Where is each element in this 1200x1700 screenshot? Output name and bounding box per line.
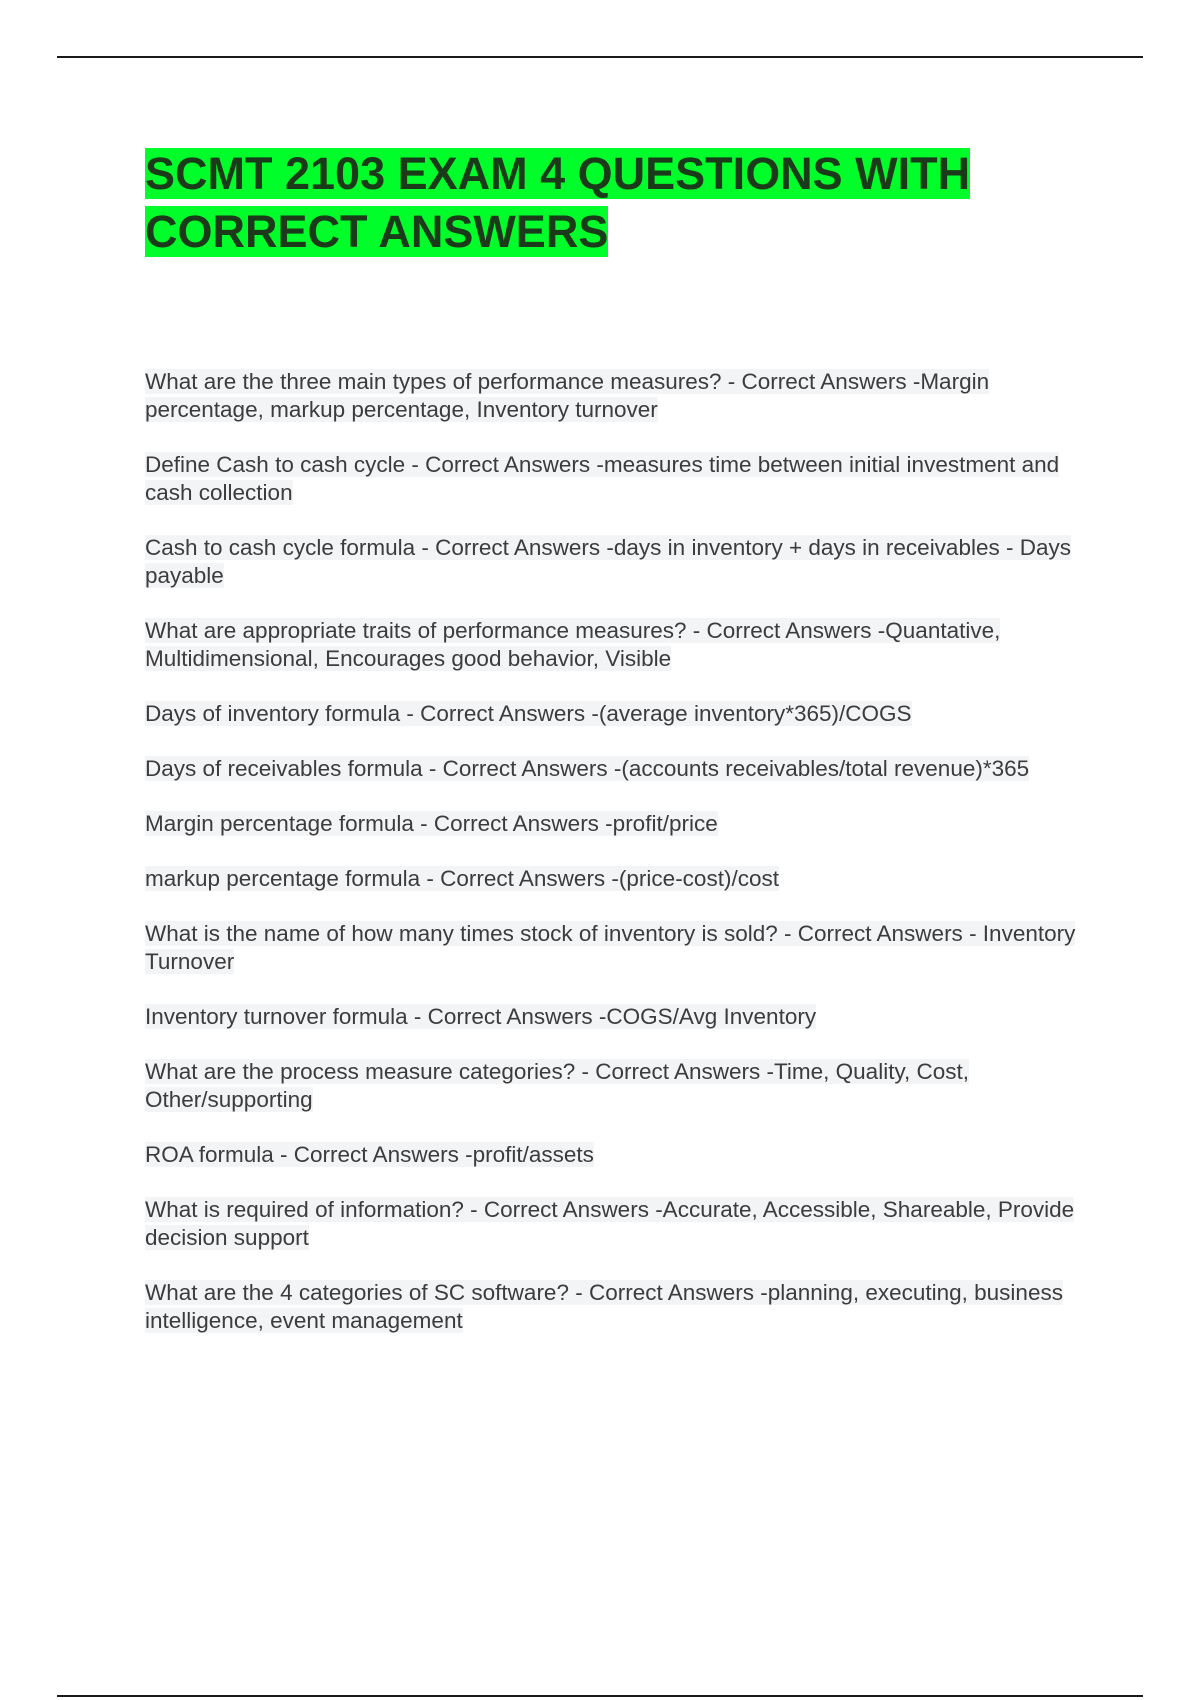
qa-item (145, 1279, 1085, 1335)
qa-item-text: Inventory turnover formula - Correct Answers -COGS/Avg Inventory (145, 1004, 817, 1029)
bottom-rule (57, 1695, 1143, 1697)
qa-item (145, 1003, 1085, 1031)
qa-item (145, 755, 1085, 783)
qa-item-text: Margin percentage formula - Correct Answers -profit/price (145, 811, 718, 836)
qa-item (145, 534, 1085, 590)
qa-item (145, 920, 1085, 976)
qa-item-text: What is required of information? - Correct Answers -Accurate, Accessible, Shareable, Provide decision support (145, 1197, 1075, 1250)
qa-item (145, 810, 1085, 838)
qa-list (145, 368, 1085, 1335)
qa-item-text: Days of receivables formula - Correct Answers -(accounts receivables/total revenue)*365 (145, 756, 1030, 781)
qa-item (145, 700, 1085, 728)
qa-item (145, 1196, 1085, 1252)
qa-item (145, 451, 1085, 507)
qa-item-text: What are appropriate traits of performance measures? - Correct Answers -Quantative, Multidimensional, Encourages good behavior, Visible (145, 618, 1001, 671)
qa-item-text: Define Cash to cash cycle - Correct Answers -measures time between initial investment and cash collection (145, 452, 1060, 505)
qa-item-text: What are the 4 categories of SC software? - Correct Answers -planning, executing, business intelligence, event management (145, 1280, 1063, 1333)
qa-item (145, 368, 1085, 424)
qa-item-text: What is the name of how many times stock of inventory is sold? - Correct Answers - Inventory Turnover (145, 921, 1076, 974)
qa-item-text: Days of inventory formula - Correct Answers -(average inventory*365)/COGS (145, 701, 912, 726)
qa-item-text: What are the process measure categories? - Correct Answers -Time, Quality, Cost, Other/supporting (145, 1059, 970, 1112)
document-title-text: SCMT 2103 EXAM 4 QUESTIONS WITH CORRECT ANSWERS (145, 148, 971, 257)
qa-item (145, 865, 1085, 893)
qa-item (145, 617, 1085, 673)
qa-item-text: Cash to cash cycle formula - Correct Answers -days in inventory + days in receivables - Days payable (145, 535, 1071, 588)
qa-item-text: ROA formula - Correct Answers -profit/assets (145, 1142, 594, 1167)
qa-item-text: markup percentage formula - Correct Answers -(price-cost)/cost (145, 866, 779, 891)
top-rule (57, 56, 1143, 58)
qa-item (145, 1058, 1085, 1114)
qa-item-text: What are the three main types of performance measures? - Correct Answers -Margin percentage, markup percentage, Inventory turnover (145, 369, 990, 422)
document-title (145, 145, 1085, 261)
document-body (145, 145, 1085, 1362)
qa-item (145, 1141, 1085, 1169)
